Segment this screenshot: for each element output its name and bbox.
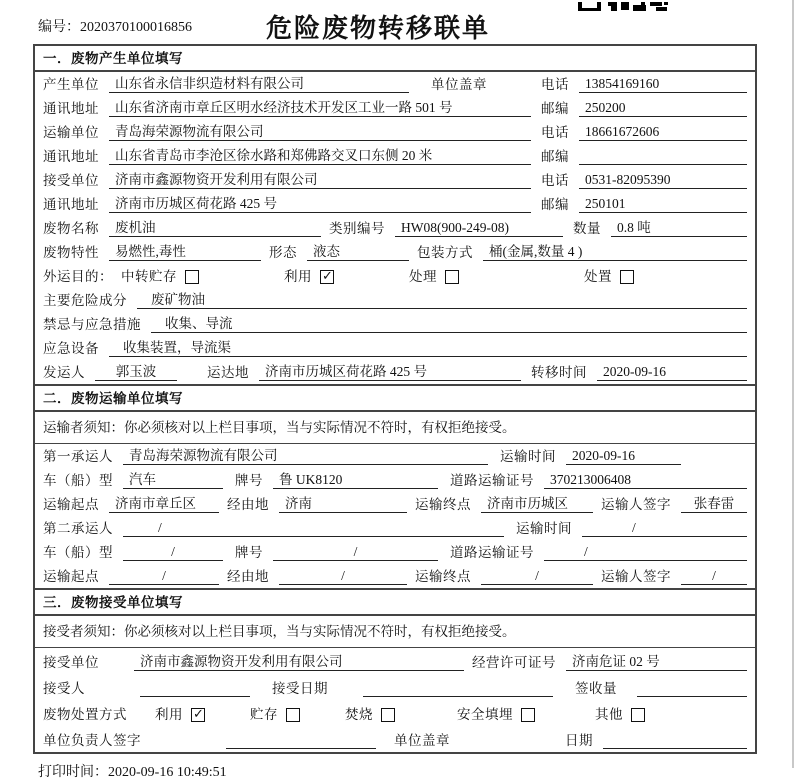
address-label: 通讯地址 (43, 149, 99, 164)
contraindication-row (35, 312, 755, 336)
shipper-label: 发运人 (43, 365, 85, 380)
first-via-field: 济南 (279, 495, 407, 513)
received-amount-field (637, 680, 747, 697)
shipper-row (35, 360, 755, 384)
transporter-phone-field: 18661672606 (579, 123, 747, 141)
print-time-label: 打印时间： (38, 765, 108, 780)
category-code-field: HW08(900-249-08) (395, 219, 563, 237)
address-label: 通讯地址 (43, 197, 99, 212)
purpose-option-treat (409, 268, 459, 285)
responsible-signature-label: 单位负责人签字 (43, 733, 141, 748)
packing-field: 桶(金属,数量 4 ) (483, 243, 747, 261)
address-label: 通讯地址 (43, 101, 99, 116)
waste-form-label: 形态 (269, 245, 297, 260)
transporter-zip-field (579, 148, 747, 165)
receiver-phone-field: 0531-82095390 (579, 171, 747, 189)
quantity-field: 0.8 吨 (611, 219, 747, 237)
hazard-component-label: 主要危险成分 (43, 293, 127, 308)
receiver-zip-field: 250101 (579, 195, 747, 213)
receiver-unit-row (35, 168, 755, 192)
responsible-signature-row (35, 726, 755, 752)
waste-name-field: 废机油 (109, 219, 321, 237)
checkbox-icon (185, 270, 199, 284)
checkbox-icon (381, 708, 395, 722)
first-vehicle-type-field: 汽车 (123, 471, 223, 489)
document-header (0, 0, 796, 44)
second-via-field: / (279, 567, 407, 585)
second-route-row (35, 564, 755, 588)
transporter-unit-field: 青岛海荣源物流有限公司 (109, 123, 531, 141)
second-transport-time-field: / (582, 519, 747, 537)
waste-trait-label: 废物特性 (43, 245, 99, 260)
phone-label: 电话 (541, 77, 569, 92)
transfer-purpose-row (35, 264, 755, 288)
checkbox-icon (521, 708, 535, 722)
transporter-address-field: 山东省青岛市李沧区徐水路和郑佛路交叉口东侧 20 米 (109, 147, 531, 165)
page-right-edge (792, 0, 794, 768)
first-route-row (35, 492, 755, 516)
road-license-label: 道路运输证号 (450, 545, 534, 560)
producer-unit-label: 产生单位 (43, 77, 99, 92)
second-endpoint-field: / (481, 567, 593, 585)
contraindication-label: 禁忌与应急措施 (43, 317, 141, 332)
purpose-option-label: 处置 (584, 269, 612, 284)
zip-label: 邮编 (541, 197, 569, 212)
waste-trait-field: 易燃性,毒性 (109, 243, 261, 261)
accept-date-label: 接受日期 (272, 681, 328, 696)
first-road-license-field: 370213006408 (544, 471, 747, 489)
print-time (38, 761, 796, 781)
second-carrier-field: / (123, 519, 504, 537)
checkbox-icon (191, 708, 205, 722)
checkbox-icon (286, 708, 300, 722)
first-transport-time-field: 2020-09-16 (566, 447, 681, 465)
vehicle-type-label: 车（船）型 (43, 545, 113, 560)
producer-unit-field: 山东省永信非织造材料有限公司 (109, 75, 409, 93)
section3-header: 三．废物接受单位填写 (35, 588, 755, 616)
waste-form-field: 液态 (307, 243, 409, 261)
hazard-component-row (35, 288, 755, 312)
checkbox-icon (631, 708, 645, 722)
destination-label: 运达地 (207, 365, 249, 380)
first-endpoint-field: 济南市历城区 (481, 495, 593, 513)
purpose-option-utilize (284, 268, 334, 285)
emergency-equipment-label: 应急设备 (43, 341, 99, 356)
emergency-equipment-field: 收集装置，导流渠 (109, 339, 747, 357)
emergency-equipment-row (35, 336, 755, 360)
received-amount-label: 签收量 (575, 681, 617, 696)
second-vehicle-row (35, 540, 755, 564)
unit-seal-label: 单位盖章 (431, 77, 487, 92)
purpose-option-label: 利用 (284, 269, 312, 284)
disposal-option-landfill (457, 706, 535, 723)
shipper-field: 郭玉波 (95, 363, 177, 381)
plate-number-label: 牌号 (235, 473, 263, 488)
manifest-form-table (33, 44, 757, 754)
transporter-address-row (35, 144, 755, 168)
phone-label: 电话 (541, 173, 569, 188)
checkbox-icon (620, 270, 634, 284)
section1-header: 一．废物产生单位填写 (35, 46, 755, 72)
disposal-option-label: 贮存 (250, 707, 278, 722)
endpoint-label: 运输终点 (415, 497, 471, 512)
via-label: 经由地 (227, 569, 269, 584)
accept-date-field (363, 680, 553, 697)
origin-label: 运输起点 (43, 569, 99, 584)
plate-number-label: 牌号 (235, 545, 263, 560)
hazard-component-field: 废矿物油 (137, 291, 747, 309)
endpoint-label: 运输终点 (415, 569, 471, 584)
accepting-unit-row (35, 648, 755, 674)
category-code-label: 类别编号 (329, 221, 385, 236)
disposal-option-storage (250, 706, 300, 723)
disposal-option-label: 焚烧 (345, 707, 373, 722)
packing-label: 包装方式 (417, 245, 473, 260)
acceptor-label: 接受人 (43, 681, 85, 696)
transporter-signature-label: 运输人签字 (601, 497, 671, 512)
permit-number-label: 经营许可证号 (472, 655, 556, 670)
disposal-option-incinerate (345, 706, 395, 723)
purpose-option-transit-storage (121, 268, 199, 285)
permit-number-field: 济南危证 02 号 (566, 653, 747, 671)
accepting-unit-label: 接受单位 (43, 655, 99, 670)
producer-address-row (35, 96, 755, 120)
document-number-label: 编号： (38, 20, 80, 35)
transporter-notice: 运输者须知：你必须核对以上栏目事项，当与实际情况不符时，有权拒绝接受。 (35, 412, 755, 444)
phone-label: 电话 (541, 125, 569, 140)
second-plate-number-field: / (273, 543, 438, 561)
purpose-option-label: 处理 (409, 269, 437, 284)
transfer-time-label: 转移时间 (531, 365, 587, 380)
purpose-option-dispose (584, 268, 634, 285)
producer-zip-field: 250200 (579, 99, 747, 117)
checkbox-icon (320, 270, 334, 284)
producer-phone-field: 13854169160 (579, 75, 747, 93)
receiver-unit-field: 济南市鑫源物资开发利用有限公司 (109, 171, 531, 189)
quantity-label: 数量 (573, 221, 601, 236)
first-carrier-field: 青岛海荣源物流有限公司 (123, 447, 488, 465)
first-carrier-label: 第一承运人 (43, 449, 113, 464)
origin-label: 运输起点 (43, 497, 99, 512)
second-road-license-field: / (544, 543, 747, 561)
transporter-signature-label: 运输人签字 (601, 569, 671, 584)
contraindication-field: 收集、导流 (151, 315, 747, 333)
zip-label: 邮编 (541, 149, 569, 164)
disposal-option-label: 利用 (155, 707, 183, 722)
first-plate-number-field: 鲁 UK8120 (273, 471, 438, 489)
receiver-unit-label: 接受单位 (43, 173, 99, 188)
first-transporter-signature-field: 张春雷 (681, 495, 747, 513)
receiver-notice: 接受者须知：你必须核对以上栏目事项，当与实际情况不符时，有权拒绝接受。 (35, 616, 755, 648)
disposal-option-label: 安全填埋 (457, 707, 513, 722)
unit-seal-label: 单位盖章 (394, 733, 450, 748)
second-carrier-row (35, 516, 755, 540)
destination-field: 济南市历城区荷花路 425 号 (259, 363, 521, 381)
waste-name-label: 废物名称 (43, 221, 99, 236)
disposal-option-label: 其他 (595, 707, 623, 722)
vehicle-type-label: 车（船）型 (43, 473, 113, 488)
second-vehicle-type-field: / (123, 543, 223, 561)
disposal-option-other (595, 706, 645, 723)
first-origin-field: 济南市章丘区 (109, 495, 219, 513)
transfer-time-field: 2020-09-16 (597, 363, 747, 381)
first-vehicle-row (35, 468, 755, 492)
producer-address-field: 山东省济南市章丘区明水经济技术开发区工业一路 501 号 (109, 99, 531, 117)
via-label: 经由地 (227, 497, 269, 512)
transfer-purpose-label: 外运目的： (43, 269, 113, 284)
waste-name-row (35, 216, 755, 240)
transport-time-label: 运输时间 (500, 449, 556, 464)
responsible-signature-field (226, 732, 376, 749)
waste-trait-row (35, 240, 755, 264)
acceptor-field (140, 680, 250, 697)
disposal-method-row (35, 700, 755, 726)
accepting-unit-field: 济南市鑫源物资开发利用有限公司 (134, 653, 464, 671)
disposal-method-label: 废物处置方式 (43, 707, 127, 722)
producer-unit-row (35, 72, 755, 96)
page-title: 危险废物转移联单 (265, 13, 490, 43)
transporter-unit-row (35, 120, 755, 144)
first-carrier-row (35, 444, 755, 468)
checkbox-icon (445, 270, 459, 284)
date-field (603, 732, 747, 749)
section2-header: 二．废物运输单位填写 (35, 384, 755, 412)
second-carrier-label: 第二承运人 (43, 521, 113, 536)
road-license-label: 道路运输证号 (450, 473, 534, 488)
purpose-option-label: 中转贮存 (121, 269, 177, 284)
transport-time-label: 运输时间 (516, 521, 572, 536)
date-label: 日期 (565, 733, 593, 748)
disposal-option-utilize (155, 706, 205, 723)
print-time-value: 2020-09-16 10:49:51 (108, 765, 227, 780)
document-number-value: 2020370100016856 (80, 20, 192, 35)
second-transporter-signature-field: / (681, 567, 747, 585)
zip-label: 邮编 (541, 101, 569, 116)
qr-code-fragment-icon (578, 0, 668, 11)
transporter-unit-label: 运输单位 (43, 125, 99, 140)
receiver-address-row (35, 192, 755, 216)
acceptor-row (35, 674, 755, 700)
second-origin-field: / (109, 567, 219, 585)
receiver-address-field: 济南市历城区荷花路 425 号 (109, 195, 531, 213)
